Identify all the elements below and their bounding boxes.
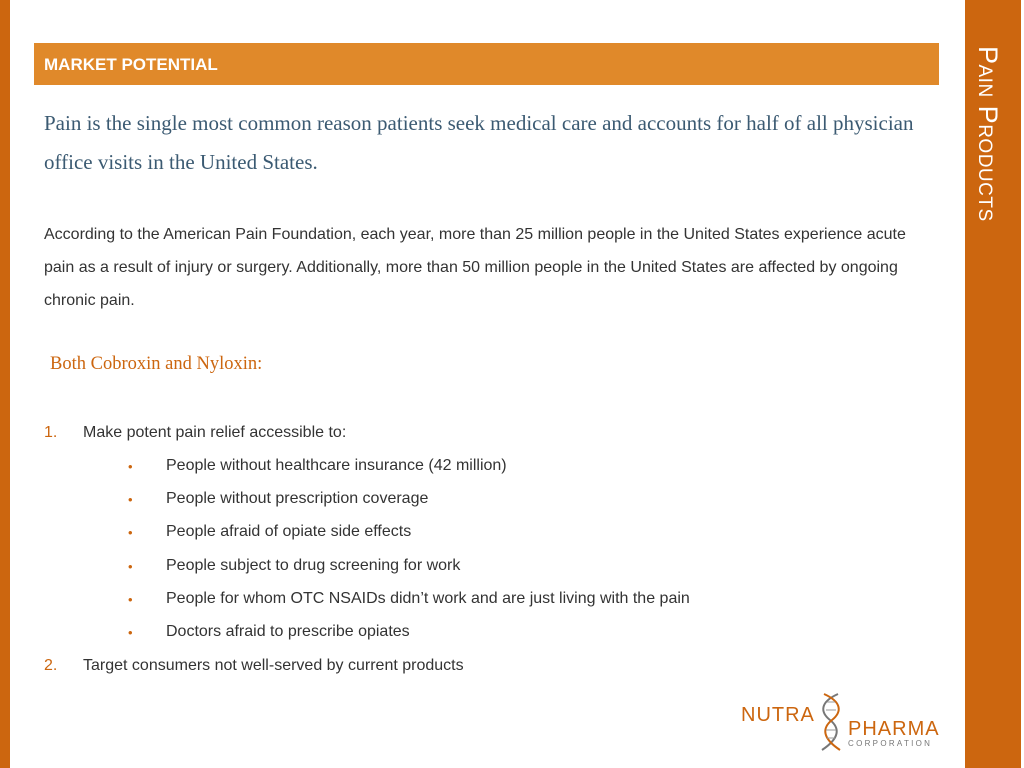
list-number-1: 1. <box>44 424 58 441</box>
list-item: People without healthcare insurance (42 million) <box>166 457 507 474</box>
lead-statement: Pain is the single most common reason patients seek medical care and accounts for half of all physician office visits in the United States. <box>44 111 914 174</box>
list-item-1: Make potent pain relief accessible to: <box>83 424 347 441</box>
list-item: People without prescription coverage <box>166 490 429 507</box>
list-item: Doctors afraid to prescribe opiates <box>166 623 410 640</box>
logo-word-nutra: NUTRA <box>741 704 815 726</box>
side-title: Pain Products <box>973 46 1003 222</box>
logo-word-pharma: PHARMA <box>848 718 940 740</box>
list-item: People for whom OTC NSAIDs didn’t work and are just living with the pain <box>166 590 690 607</box>
section-header-bar <box>34 43 939 85</box>
subheading: Both Cobroxin and Nyloxin: <box>50 354 263 374</box>
body-paragraph: According to the American Pain Foundation, each year, more than 25 million people in the United States experience acute pain as a result of injury or surgery. Additionally, more than 50 million people in the United States are affected by ongoing chronic pain. <box>44 226 906 309</box>
logo-word-corporation: CORPORATION <box>848 739 933 748</box>
bullet-icon: • <box>128 592 133 607</box>
bullet-icon: • <box>128 459 133 474</box>
bullet-icon: • <box>128 625 133 640</box>
company-logo <box>738 690 943 755</box>
bullet-icon: • <box>128 559 133 574</box>
list-item: People afraid of opiate side effects <box>166 523 412 540</box>
section-title: MARKET POTENTIAL <box>44 55 218 74</box>
dna-helix-icon <box>816 692 850 754</box>
list-number-2: 2. <box>44 657 58 674</box>
bullet-icon: • <box>128 492 133 507</box>
bullet-icon: • <box>128 525 133 540</box>
left-accent-stripe <box>0 0 10 768</box>
list-item: People subject to drug screening for work <box>166 557 461 574</box>
list-item-2: Target consumers not well-served by current products <box>83 657 464 674</box>
